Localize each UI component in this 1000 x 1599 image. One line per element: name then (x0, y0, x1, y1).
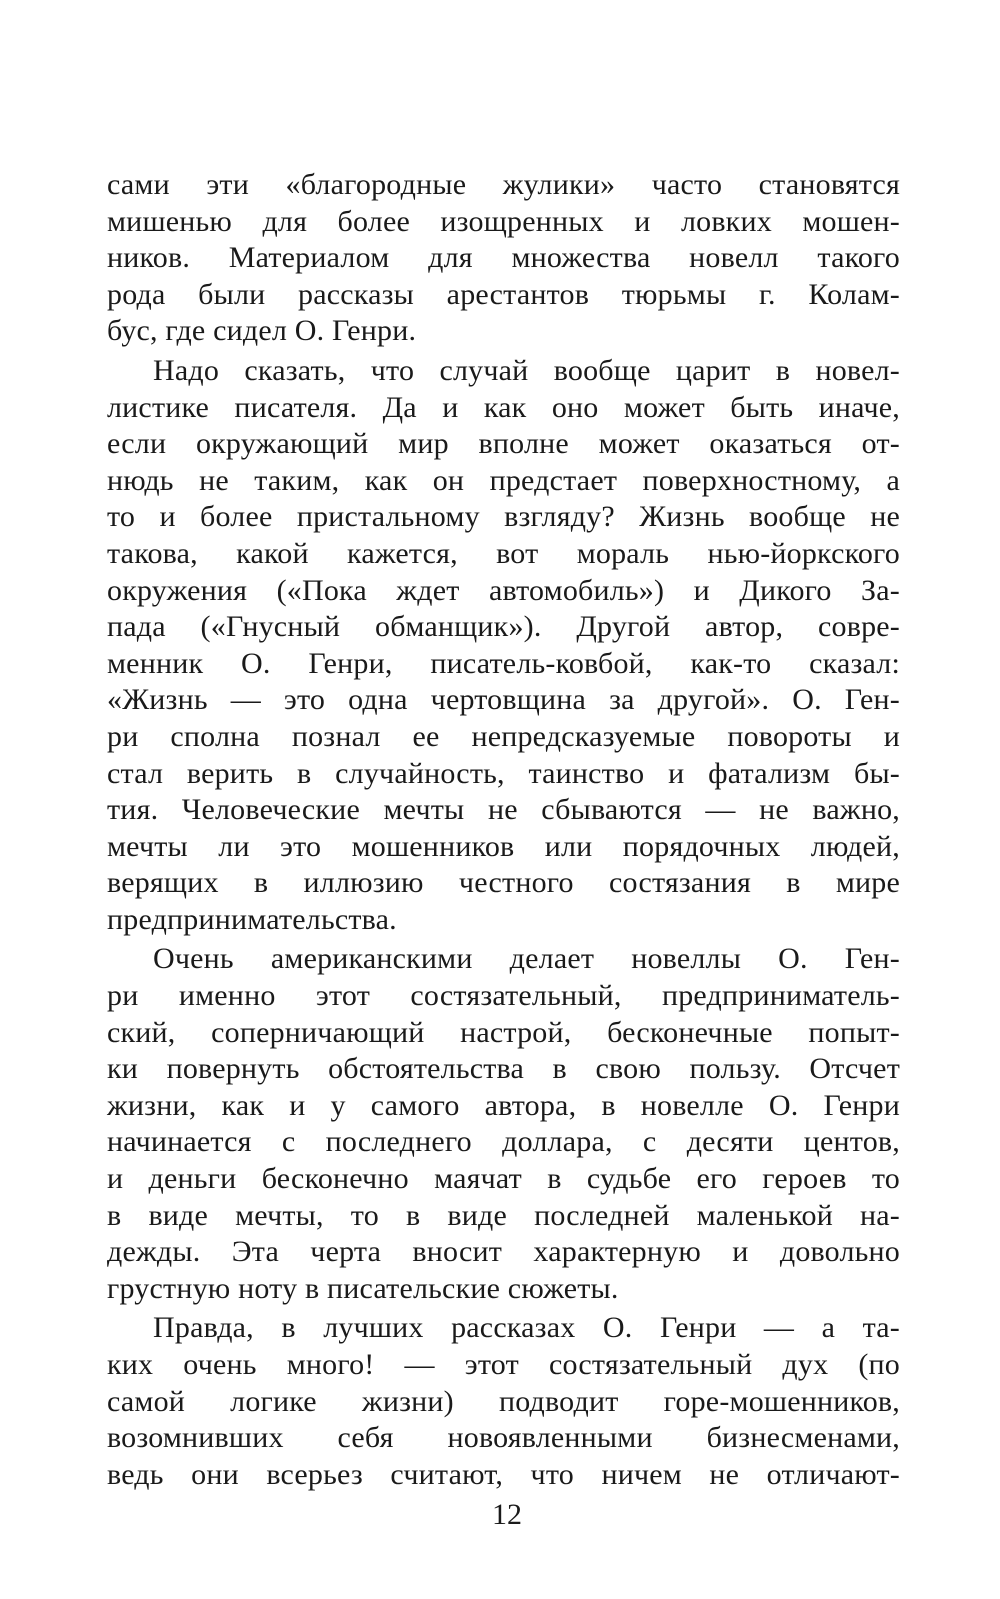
text-line: ки повернуть обстоятельства в свою пользу. Отсчет (107, 1052, 900, 1086)
text-line: самой логике жизни) подводит горе-мошенников, (107, 1384, 900, 1418)
text-line: ри сполна познал ее непредсказуемые повороты и (107, 719, 900, 753)
text-line: предпринимательства. (107, 902, 397, 936)
body-text (107, 167, 900, 1493)
text-line: стал верить в случайность, таинство и фатализм бы- (107, 756, 900, 790)
text-line: рода были рассказы арестантов тюрьмы г. Колам- (107, 277, 900, 311)
text-line: и деньги бесконечно маячат в судьбе его героев то (107, 1162, 900, 1196)
text-line: если окружающий мир вполне может оказаться от- (107, 427, 900, 461)
text-line: начинается с последнего доллара, с десяти центов, (107, 1125, 900, 1159)
text-line: листике писателя. Да и как оно может быть иначе, (107, 390, 900, 424)
paragraph (107, 1310, 900, 1493)
text-line: ри именно этот состязательный, предприниматель- (107, 979, 900, 1013)
text-line: окружения («Пока ждет автомобиль») и Дикого За- (107, 573, 900, 607)
text-line: дежды. Эта черта вносит характерную и довольно (107, 1235, 900, 1269)
text-line: ский, соперничающий настрой, бесконечные попыт- (107, 1015, 900, 1049)
paragraph (107, 941, 900, 1307)
text-line: ведь они всерьез считают, что ничем не отличают- (107, 1457, 900, 1491)
text-line: жизни, как и у самого автора, в новелле О. Генри (107, 1088, 900, 1122)
text-line: Надо сказать, что случай вообще царит в новел- (153, 353, 900, 387)
text-line: мечты ли это мошенников или порядочных людей, (107, 829, 900, 863)
text-line: ких очень много! — этот состязательный дух (по (107, 1348, 900, 1381)
text-line: ников. Материалом для множества новелл такого (107, 241, 900, 275)
text-line: менник О. Генри, писатель-ковбой, как-то сказал: (107, 646, 900, 680)
text-line: сами эти «благородные жулики» часто становятся (107, 168, 900, 201)
text-line: «Жизнь — это одна чертовщина за другой». О. Ген- (107, 683, 900, 717)
text-line: мишенью для более изощренных и ловких мошен- (107, 204, 900, 238)
text-line: в виде мечты, то в виде последней маленькой на- (107, 1198, 900, 1232)
text-line: то и более пристальному взгляду? Жизнь вообще не (107, 500, 900, 534)
paragraph (107, 353, 900, 939)
page-number: 12 (492, 1498, 522, 1531)
text-line: нюдь не таким, как он предстает поверхностному, а (107, 463, 900, 497)
text-line: грустную ноту в писательские сюжеты. (107, 1271, 619, 1305)
text-line: Очень американскими делает новеллы О. Ген- (153, 942, 900, 976)
text-line: Правда, в лучших рассказах О. Генри — а та- (153, 1311, 900, 1345)
text-line: возомнивших себя новоявленными бизнесменами, (107, 1421, 900, 1455)
text-line: такова, какой кажется, вот мораль нью-йоркского (107, 536, 900, 570)
paragraph (107, 167, 900, 350)
text-line: верящих в иллюзию честного состязания в мире (107, 866, 900, 900)
text-line: пада («Гнусный обманщик»). Другой автор, совре- (107, 610, 900, 644)
text-line: тия. Человеческие мечты не сбываются — не важно, (107, 793, 900, 827)
text-line: бус, где сидел О. Генри. (107, 314, 417, 348)
